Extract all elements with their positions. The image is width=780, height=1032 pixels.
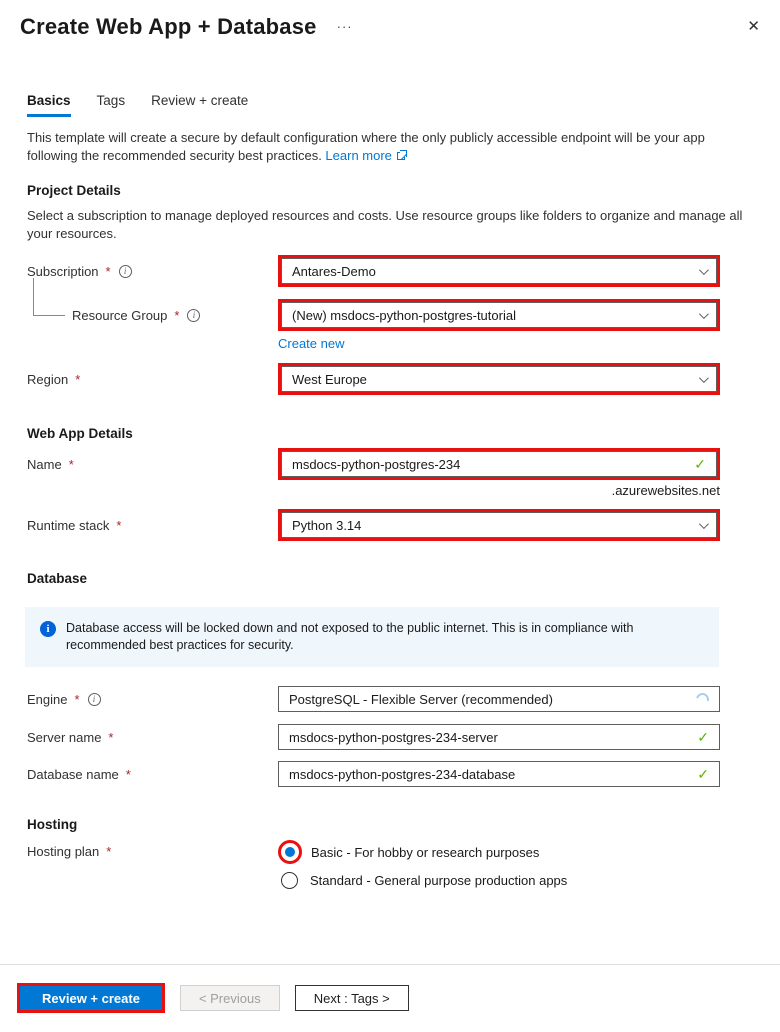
subscription-row: [27, 255, 780, 287]
chevron-down-icon: [699, 373, 709, 383]
runtime-stack-dropdown[interactable]: [281, 512, 717, 538]
server-name-value: msdocs-python-postgres-234-server: [289, 729, 498, 745]
server-name-row: [27, 724, 780, 750]
annotation-box: [278, 363, 720, 395]
engine-value: PostgreSQL - Flexible Server (recommended): [289, 691, 553, 707]
info-icon[interactable]: i: [187, 309, 200, 322]
database-name-label: Database name *: [27, 766, 131, 782]
project-details-description: Select a subscription to manage deployed resources and costs. Use resource groups like folders to organize and manage all your resources.: [27, 208, 743, 241]
resource-group-dropdown[interactable]: [281, 302, 717, 328]
engine-row: [27, 686, 780, 712]
footer-divider: [0, 964, 780, 965]
info-icon[interactable]: i: [88, 693, 101, 706]
server-name-input[interactable]: [278, 724, 720, 750]
required-mark: *: [174, 307, 180, 323]
hierarchy-connector-line: [33, 278, 65, 316]
learn-more-link[interactable]: Learn more: [325, 148, 392, 163]
resource-group-row: [27, 299, 780, 331]
template-description: [27, 129, 739, 165]
radio-option-label: Basic - For hobby or research purposes: [311, 844, 540, 860]
next-tags-button[interactable]: Next : Tags >: [295, 985, 409, 1011]
resource-group-value: (New) msdocs-python-postgres-tutorial: [292, 307, 516, 323]
chevron-down-icon: [699, 519, 709, 529]
hosting-plan-label: Hosting plan *: [27, 844, 112, 859]
required-mark: *: [105, 263, 111, 279]
runtime-stack-row: [27, 509, 780, 541]
required-mark: *: [74, 691, 80, 707]
database-heading: Database: [27, 571, 88, 586]
blade-header: [0, 0, 780, 40]
close-icon[interactable]: ✕: [747, 18, 760, 35]
radio-selected-icon: [278, 840, 302, 864]
chevron-down-icon: [699, 309, 709, 319]
subscription-label: Subscription * i: [27, 264, 278, 279]
database-name-input[interactable]: [278, 761, 720, 787]
required-mark: *: [108, 729, 114, 745]
name-input[interactable]: [281, 451, 717, 477]
region-label: Region *: [27, 371, 81, 387]
region-row: [27, 363, 780, 395]
chevron-down-icon: [699, 265, 709, 275]
tab-tags[interactable]: Tags: [96, 93, 126, 108]
radio-option-standard[interactable]: [278, 869, 720, 892]
project-details-heading: Project Details: [27, 183, 121, 198]
footer-actions: [17, 983, 409, 1013]
web-app-details-heading: Web App Details: [27, 426, 133, 441]
valid-check-icon: ✓: [697, 728, 709, 745]
required-mark: *: [106, 844, 112, 859]
radio-option-basic[interactable]: [278, 840, 720, 864]
required-mark: *: [125, 766, 131, 782]
subscription-value: Antares-Demo: [292, 263, 376, 279]
server-name-label: Server name *: [27, 729, 114, 745]
required-mark: *: [68, 456, 74, 472]
wizard-tabs: [27, 93, 780, 117]
runtime-stack-value: Python 3.14: [292, 517, 362, 533]
hosting-plan-row: [27, 840, 780, 892]
engine-label: Engine * i: [27, 692, 278, 707]
annotation-box: [278, 509, 720, 541]
previous-button[interactable]: < Previous: [180, 985, 280, 1011]
engine-dropdown[interactable]: [278, 686, 720, 712]
valid-check-icon: ✓: [694, 455, 706, 472]
tab-basics[interactable]: Basics: [27, 93, 71, 117]
subscription-dropdown[interactable]: [281, 258, 717, 284]
region-value: West Europe: [292, 371, 367, 387]
valid-check-icon: ✓: [697, 765, 709, 782]
hosting-plan-radio-group: [278, 840, 720, 892]
database-name-row: [27, 761, 780, 787]
info-banner-text: Database access will be locked down and not exposed to the public internet. This is in compliance with recommended best practices for security.: [66, 621, 634, 652]
tab-review-create[interactable]: Review + create: [151, 93, 249, 108]
name-row: [27, 448, 780, 480]
create-new-link[interactable]: Create new: [278, 336, 345, 351]
hosting-heading: Hosting: [27, 817, 78, 832]
name-label: Name *: [27, 456, 74, 472]
annotation-box: [278, 448, 720, 480]
more-options-button[interactable]: ···: [336, 19, 353, 34]
radio-option-label: Standard - General purpose production apps: [310, 873, 568, 888]
loading-spinner-icon: [694, 690, 712, 708]
name-value: msdocs-python-postgres-234: [292, 456, 461, 472]
info-banner-icon: i: [40, 621, 56, 637]
resource-group-label: Resource Group * i: [27, 308, 278, 323]
radio-dot: [285, 847, 295, 857]
template-description-text: This template will create a secure by default configuration where the only publicly accessible endpoint will be your app following the recommended security best practices.: [27, 130, 705, 163]
annotation-box: [278, 255, 720, 287]
annotation-box: [17, 983, 165, 1013]
database-name-value: msdocs-python-postgres-234-database: [289, 766, 516, 782]
annotation-box: [278, 299, 720, 331]
required-mark: *: [116, 517, 122, 533]
region-dropdown[interactable]: [281, 366, 717, 392]
page-title: Create Web App + Database: [20, 14, 317, 39]
required-mark: *: [75, 371, 81, 387]
info-banner: [25, 607, 719, 667]
external-link-icon: [397, 152, 405, 160]
review-create-button[interactable]: Review + create: [20, 986, 162, 1010]
info-icon[interactable]: i: [119, 265, 132, 278]
radio-unselected-icon: [281, 872, 298, 889]
runtime-stack-label: Runtime stack *: [27, 517, 122, 533]
domain-suffix: .azurewebsites.net: [611, 483, 720, 498]
